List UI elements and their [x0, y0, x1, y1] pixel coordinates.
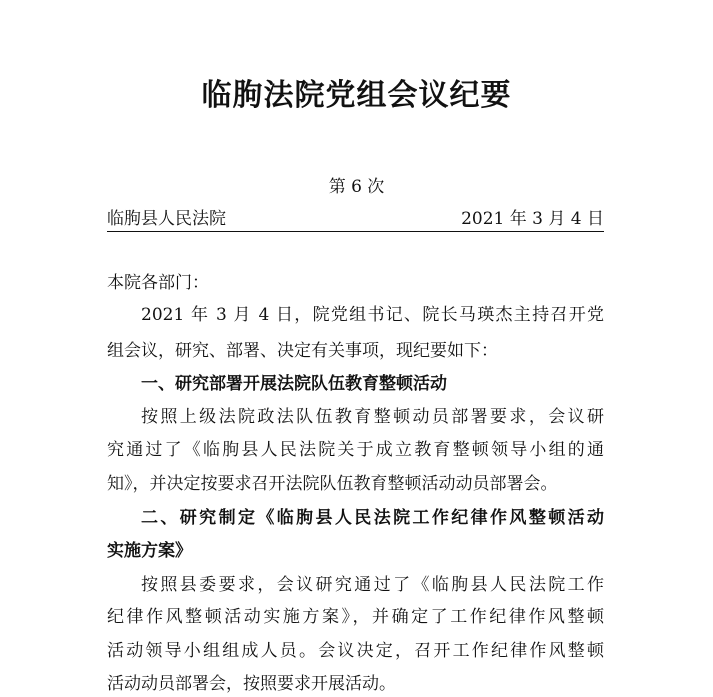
section-2-line: 活动动员部署会，按照要求开展活动。 — [107, 674, 396, 694]
issuer-name: 临朐县人民法院 — [107, 209, 226, 229]
section-2-line: 活动领导小组组成人员。会议决定，召开工作纪律作风整顿 — [107, 641, 604, 661]
issue-number: 第 6 次 — [328, 177, 385, 197]
section-2-line: 按照县委要求，会议研究通过了《临朐县人民法院工作 — [141, 575, 604, 595]
section-1-heading: 一、研究部署开展法院队伍教育整顿活动 — [141, 374, 447, 394]
intro-line: 2021 年 3 月 4 日，院党组书记、院长马瑛杰主持召开党 — [141, 305, 604, 325]
section-1-line: 究通过了《临朐县人民法院关于成立教育整顿领导小组的通 — [107, 440, 604, 460]
document-title: 临朐法院党组会议纪要 — [201, 78, 512, 113]
issue-date: 2021 年 3 月 4 日 — [461, 209, 604, 229]
section-1-line: 按照上级法院政法队伍教育整顿动员部署要求，会议研 — [141, 407, 604, 427]
section-1-line: 知》，并决定按要求召开法院队伍教育整顿活动动员部署会。 — [107, 474, 558, 494]
issuer-date-line — [107, 207, 604, 232]
salutation: 本院各部门： — [107, 273, 209, 293]
intro-line: 组会议，研究、部署、决定有关事项，现纪要如下： — [107, 341, 498, 361]
section-2-line: 纪律作风整顿活动实施方案》，并确定了工作纪律作风整顿 — [107, 607, 604, 627]
section-2-heading: 实施方案》 — [107, 541, 192, 561]
section-2-heading: 二、研究制定《临朐县人民法院工作纪律作风整顿活动 — [141, 508, 604, 528]
